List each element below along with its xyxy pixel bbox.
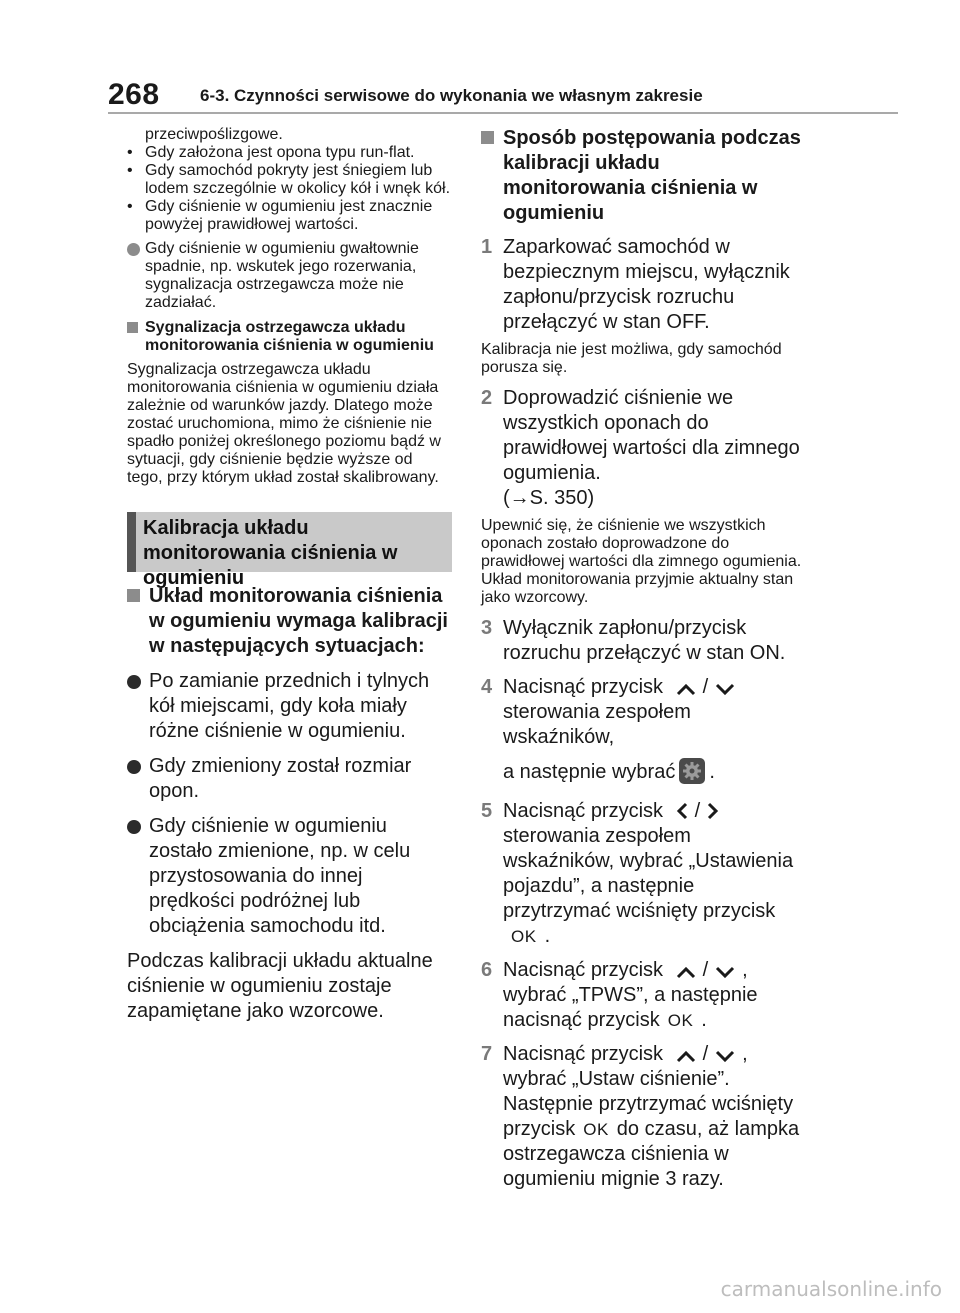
ok-icon: OK [667,1011,694,1030]
step-number: 2 [481,387,493,409]
step-2-note: Upewnić się, że ciśnienie we wszystkich oponach zostało doprowadzone do prawidłowej wartości dla zimnego ogumienia. Układ monitorowania przyjmie aktualny stan jako wzorcowy. [481,517,802,606]
step-number: 3 [481,617,493,639]
warning-text: Sygnalizacja ostrzegawcza układu monitorowania ciśnienia w ogumieniu działa zależnie od warunków jazdy. Dlatego może zostać uruchomiona, mimo że ciśnienie nie spadło poniżej określonego poziomu bądź w sytuacji, gdy ciśnienie będzie wyższe od tego, przy którym układ został skalibrowany. [127,361,441,486]
chevron-down-icon [714,964,736,980]
section-title-box [127,512,452,589]
chevron-up-icon [675,681,697,697]
warning-heading: Sygnalizacja ostrzegawcza układu monitorowania ciśnienia w ogumieniu [127,319,452,355]
ok-icon: OK [511,927,537,946]
step-number: 7 [481,1043,493,1065]
chapter-title: 6-3. Czynności serwisowe do wykonania we własnym zakresie [200,86,703,105]
step-number: 5 [481,800,493,822]
page-reference: (→S. 350) [503,487,595,509]
watermark: carmanualsonline.info [720,1277,942,1301]
square-bullet-icon [127,322,138,333]
square-bullet-icon [127,589,140,602]
list-item: • Gdy ciśnienie w ogumieniu jest znacznie powyżej prawidłowej wartości. [127,198,433,233]
list-item: Po zamianie przednich i tylnych kół miejscami, gdy koła miały różne ciśnienie w ogumieniu. [127,669,452,744]
step-1: 1 Zaparkować samochód w bezpiecznym miejscu, wyłącznik zapłonu/przycisk rozruchu przełączyć w stan OFF. [481,236,790,333]
ok-icon: OK [583,1120,609,1139]
step-6: 6 Nacisnąć przycisk / , wybrać „TPWS”, a następnie nacisnąć przycisk OK . [481,959,758,1031]
step-1-note: Kalibracja nie jest możliwa, gdy samochód porusza się. [481,341,782,376]
section-bar [127,512,136,572]
circle-bullet-icon [127,760,141,774]
header-divider [108,112,898,114]
chevron-down-icon [714,681,736,697]
circle-bullet-icon [127,243,140,256]
square-bullet-icon [481,131,494,144]
chevron-left-icon [675,801,689,821]
calibration-heading: Układ monitorowania ciśnienia w ogumieniu wymaga kalibracji w następujących sytuacjach: [127,584,452,659]
page-number: 268 [108,78,160,111]
chevron-down-icon [714,1048,736,1064]
right-column [481,126,806,1192]
note-item: Gdy ciśnienie w ogumieniu gwałtownie spadnie, np. wskutek jego rozerwania, sygnalizacja ostrzegawcza może nie zadziałać. [127,240,452,312]
step-number: 6 [481,959,493,981]
step-4: 4 Nacisnąć przycisk /sterowania zespołem wskaźników, a następnie wybrać . [481,675,806,785]
list-item: • Gdy samochód pokryty jest śniegiem lub lodem szczególnie w okolicy kół i wnęk kół. [127,162,451,197]
circle-bullet-icon [127,675,141,689]
step-3: 3 Wyłącznik zapłonu/przycisk rozruchu przełączyć w stan ON. [481,617,786,664]
circle-bullet-icon [127,820,141,834]
left-column [127,126,452,1024]
step-number: 4 [481,676,493,698]
continuation-text: przeciwpoślizgowe. [145,126,283,143]
list-item: Gdy zmieniony został rozmiar opon. [127,754,452,804]
step-number: 1 [481,236,493,258]
step-5: 5 Nacisnąć przycisk /sterowania zespołem wskaźników, wybrać „Ustawienia pojazdu”, a następnie przytrzymać wciśnięty przyciskOK . [481,800,794,947]
closing-text: Podczas kalibracji układu aktualne ciśnienie w ogumieniu zostaje zapamiętane jako wzorcowe. [127,950,433,1022]
procedure-heading: Sposób postępowania podczas kalibracji układu monitorowania ciśnienia w ogumieniu [481,126,806,226]
step-2: 2 Doprowadzić ciśnienie we wszystkich oponach do prawidłowej wartości dla zimnego ogumienia. (→S. 350) [481,386,806,511]
chevron-up-icon [675,1048,697,1064]
chevron-up-icon [675,964,697,980]
list-item: • Gdy założona jest opona typu run-flat. [127,144,415,161]
chevron-right-icon [706,801,720,821]
list-item: Gdy ciśnienie w ogumieniu zostało zmienione, np. w celu przystosowania do innej prędkości podróżnej lub obciążenia samochodu itd. [127,814,452,939]
gear-icon [679,758,705,784]
step-7: 7 Nacisnąć przycisk / , wybrać „Ustaw ciśnienie”. Następnie przytrzymać wciśnięty przycisk OK do czasu, aż lampka ostrzegawcza ciśnienia w ogumieniu mignie 3 razy. [481,1043,800,1190]
section-title: Kalibracja układu monitorowania ciśnienia w ogumieniu [143,517,398,589]
